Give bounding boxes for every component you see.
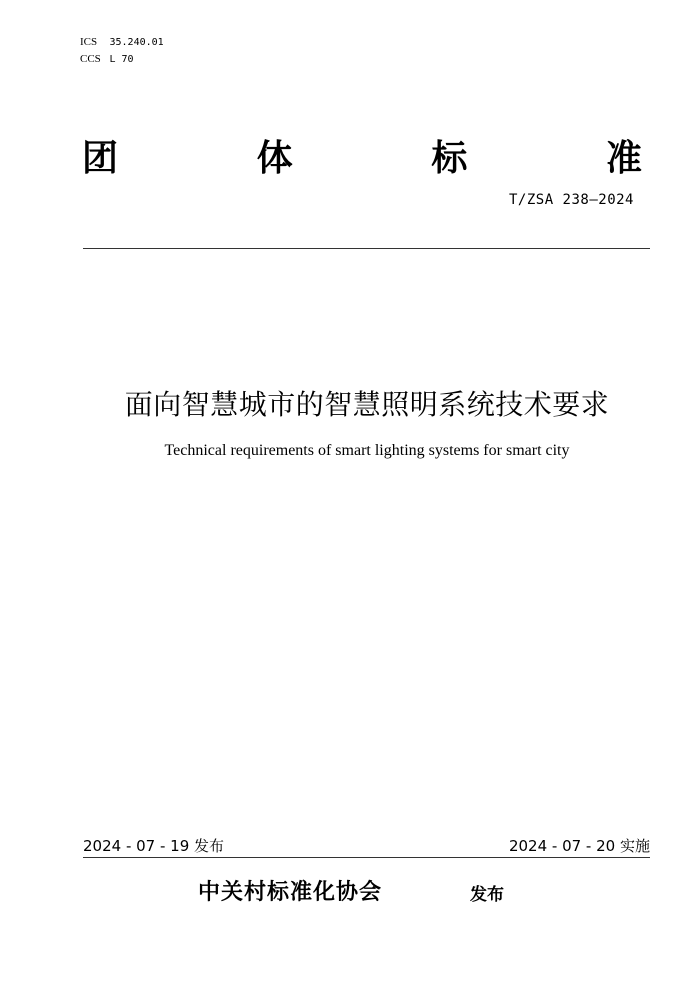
document-title-english: Technical requirements of smart lighting systems for smart city: [164, 442, 570, 459]
issuing-organization: 中关村标准化协会: [198, 880, 383, 905]
implementation-date-value: 2024 - 07 - 20: [508, 837, 616, 855]
ccs-value: L 70: [109, 54, 134, 65]
publication-date-value: 2024 - 07 - 19: [83, 837, 190, 855]
publication-date: [83, 835, 224, 856]
ics-label: ICS: [80, 36, 98, 48]
standard-type-heading: [82, 130, 642, 180]
ccs-label: CCS: [80, 53, 101, 65]
document-title-chinese: 面向智慧城市的智慧照明系统技术要求: [124, 388, 610, 421]
standard-type-char: 准: [605, 137, 642, 179]
standard-type-char: 标: [431, 137, 468, 179]
issued-label: 发布: [470, 885, 504, 905]
ics-value: 35.240.01: [109, 37, 164, 48]
bottom-divider: [83, 857, 650, 858]
standard-number: T/ZSA 238—2024: [508, 192, 634, 208]
publication-date-label: 发布: [194, 837, 225, 855]
implementation-date: [509, 835, 650, 856]
standard-type-char: 团: [82, 137, 119, 179]
ics-code: [80, 35, 164, 50]
ccs-code: [80, 52, 134, 67]
top-divider: [83, 248, 650, 249]
implementation-date-label: 实施: [619, 837, 650, 855]
standard-type-char: 体: [256, 137, 293, 179]
